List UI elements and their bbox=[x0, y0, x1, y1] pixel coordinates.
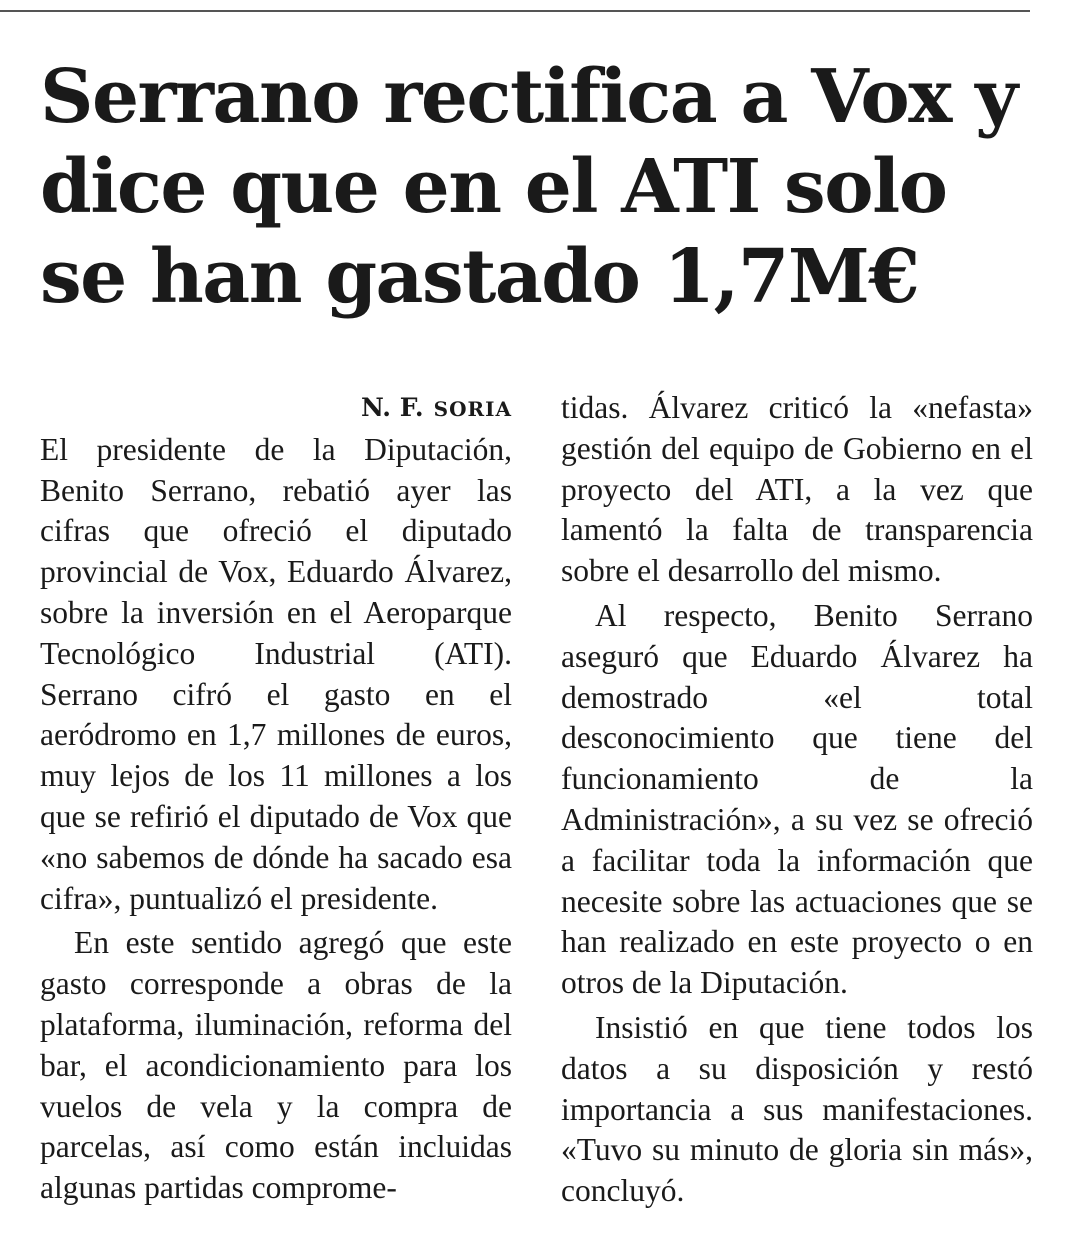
article-column-right bbox=[561, 388, 1033, 1212]
byline-location: SORIA bbox=[433, 397, 512, 421]
top-divider-rule bbox=[0, 10, 1030, 12]
byline bbox=[40, 388, 512, 430]
byline-author: N. F. bbox=[361, 393, 424, 422]
paragraph-3: Al respecto, Benito Serrano aseguró que Eduardo Álvarez ha demostrado «el total desconocimiento que tiene del funcionamiento de la Administración», a su vez se ofreció a facilitar toda la información que necesite sobre las actuaciones que se han realizado en este proyecto o en otros de la Diputación. bbox=[561, 597, 1033, 1001]
paragraph-4: Insistió en que tiene todos los datos a su disposición y restó importancia a sus manifestaciones. «Tuvo su minuto de gloria sin más», concluyó. bbox=[561, 1009, 1033, 1209]
paragraph-2: En este sentido agregó que este gasto corresponde a obras de la plataforma, iluminación, reforma del bar, el acondicionamiento para los vuelos de vela y la compra de parcelas, así como están incluidas algunas partidas comprome- bbox=[40, 925, 512, 1206]
headline-line-1: Serrano rectifica a Vox y bbox=[40, 54, 1017, 140]
paragraph-1: El presidente de la Diputación, Benito Serrano, rebatió ayer las cifras que ofreció el diputado provincial de Vox, Eduardo Álvarez, sobre la inversión en el Aeroparque Tecnológico Industrial (ATI). Serrano cifró el gasto en el aeródromo en 1,7 millones de euros, muy lejos de los 11 millones a los que se refirió el diputado de Vox que «no sabemos de dónde ha sacado esa cifra», puntualizó el presidente. bbox=[40, 431, 512, 916]
headline bbox=[40, 52, 1050, 322]
article-column-left bbox=[40, 388, 512, 1209]
headline-line-3: se han gastado 1,7M€ bbox=[40, 234, 919, 320]
headline-line-2: dice que en el ATI solo bbox=[40, 144, 947, 230]
paragraph-2-continued: tidas. Álvarez criticó la «nefasta» gestión del equipo de Gobierno en el proyecto del ATI, a la vez que lamentó la falta de transparencia sobre el desarrollo del mismo. bbox=[561, 390, 1033, 589]
